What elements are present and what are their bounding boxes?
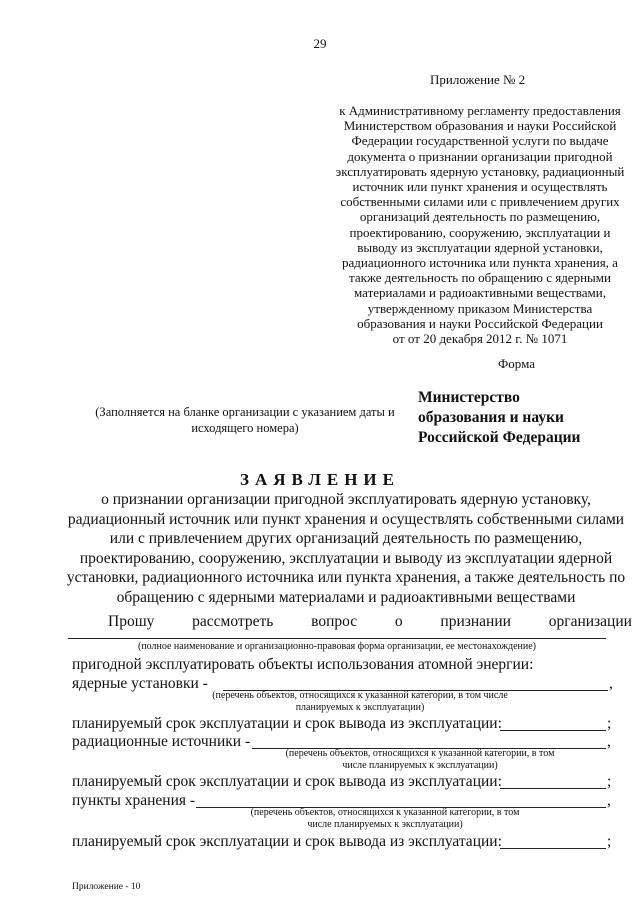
reference-line: Федерации государственной услуги по выдаче	[351, 133, 609, 149]
planned-term-end-2: ;	[607, 773, 612, 790]
footer-label: Приложение - 10	[72, 882, 141, 892]
reference-line: выводу из эксплуатации ядерной установки,	[357, 239, 603, 255]
caption-line: числе планируемых к эксплуатации)	[342, 760, 498, 771]
nuclear-installations-caption	[150, 690, 570, 714]
reference-line: от от 20 декабря 2012 г. № 1071	[392, 331, 568, 347]
reference-line: проектированию, сооружению, эксплуатации и	[349, 224, 611, 240]
reference-line: документа о признании организации пригодной	[347, 148, 613, 164]
suitable-objects-line: пригодной эксплуатировать объекты использования атомной энергии:	[72, 656, 534, 673]
document-title: ЗАЯВЛЕНИЕ	[239, 470, 400, 489]
reference-line: источник или пункт хранения и осуществлять	[352, 179, 608, 195]
reference-line: радиационного источника или пункта хранения, а	[342, 255, 618, 271]
addressee-line: образования и науки	[418, 409, 564, 426]
page-number: 29	[313, 36, 327, 51]
nuclear-installations-end: ,	[609, 675, 613, 692]
intro-word: Прошу	[108, 613, 155, 630]
reference-line: организаций деятельность по размещению,	[359, 209, 601, 225]
planned-term-line-2: планируемый срок эксплуатации и срок вывода из эксплуатации:	[72, 773, 502, 790]
reference-line: собственными силами или с привлечением других	[340, 194, 620, 210]
intro-word: организации	[548, 613, 632, 630]
addressee-line: Российской Федерации	[418, 429, 581, 446]
radiation-sources-end: ,	[607, 733, 611, 750]
planned-term-end-1: ;	[607, 715, 612, 732]
planned-term-field-2[interactable]	[500, 788, 606, 789]
reference-line: образования и науки Российской Федерации	[357, 315, 603, 331]
subject-line: радиационный источник или пункт хранения и осуществлять собственными силами	[67, 510, 625, 528]
reference-line: к Административному регламенту предоставления	[339, 103, 621, 118]
reference-line: материалами и радиоактивными веществами,	[354, 285, 606, 301]
radiation-sources-caption	[250, 748, 590, 772]
reference-line: утвержденному приказом Министерства	[367, 300, 593, 316]
addressee	[418, 388, 581, 448]
intro-word: признании	[440, 613, 511, 630]
storage-points-end: ,	[607, 792, 611, 809]
planned-term-end-3: ;	[607, 833, 612, 850]
organization-name-caption: (полное наименование и организационно-правовая форма организации, ее местонахождение)	[137, 641, 537, 652]
caption-line: числе планируемых к эксплуатации)	[307, 819, 463, 830]
caption-line: (перечень объектов, относящихся к указанной категории, в том	[250, 807, 520, 818]
intro-word: о	[394, 613, 403, 630]
planned-term-line-1: планируемый срок эксплуатации и срок вывода из эксплуатации:	[72, 715, 502, 732]
radiation-sources-label: радиационные источники -	[72, 733, 251, 750]
subject-line: обращению с ядерными материалами и радиоактивными веществами	[116, 588, 576, 606]
storage-points-caption	[215, 807, 555, 831]
subject-line: установки, радиационного источника или пункта хранения, а также деятельность по	[66, 569, 626, 587]
addressee-line: Министерство	[418, 389, 520, 406]
caption-line: (перечень объектов, относящихся к указанной категории, в том	[285, 748, 555, 759]
reference-line: эксплуатировать ядерную установку, радиационный	[335, 163, 625, 179]
storage-points-label: пункты хранения -	[72, 792, 196, 809]
planned-term-field-3[interactable]	[500, 848, 606, 849]
form-label: Форма	[498, 356, 535, 371]
nuclear-installations-label: ядерные установки -	[72, 675, 208, 692]
request-intro	[108, 613, 632, 631]
subject-line: или с привлечением других организаций деятельность по размещению,	[109, 530, 583, 548]
fill-note: (Заполняется на бланке организации с указанием даты и исходящего номера)	[95, 405, 395, 435]
caption-line: планируемых к эксплуатации)	[295, 702, 425, 713]
application-subject	[60, 490, 632, 608]
appendix-title: Приложение № 2	[430, 72, 526, 87]
intro-word: рассмотреть	[192, 613, 274, 630]
reference-line: Министерством образования и науки Российской	[343, 118, 617, 134]
caption-line: (перечень объектов, относящихся к указанной категории, в том числе	[212, 690, 508, 701]
organization-name-field[interactable]	[68, 638, 606, 639]
intro-word: вопрос	[311, 613, 358, 630]
regulation-reference	[330, 103, 630, 346]
subject-line: о признании организации пригодной эксплуатировать ядерную установку,	[101, 491, 591, 508]
subject-line: проектированию, сооружению, эксплуатации и выводу из эксплуатации ядерной	[79, 549, 613, 567]
planned-term-line-3: планируемый срок эксплуатации и срок вывода из эксплуатации:	[72, 833, 502, 850]
planned-term-field-1[interactable]	[500, 730, 606, 731]
reference-line: также деятельность по обращению с ядерными	[349, 270, 611, 286]
